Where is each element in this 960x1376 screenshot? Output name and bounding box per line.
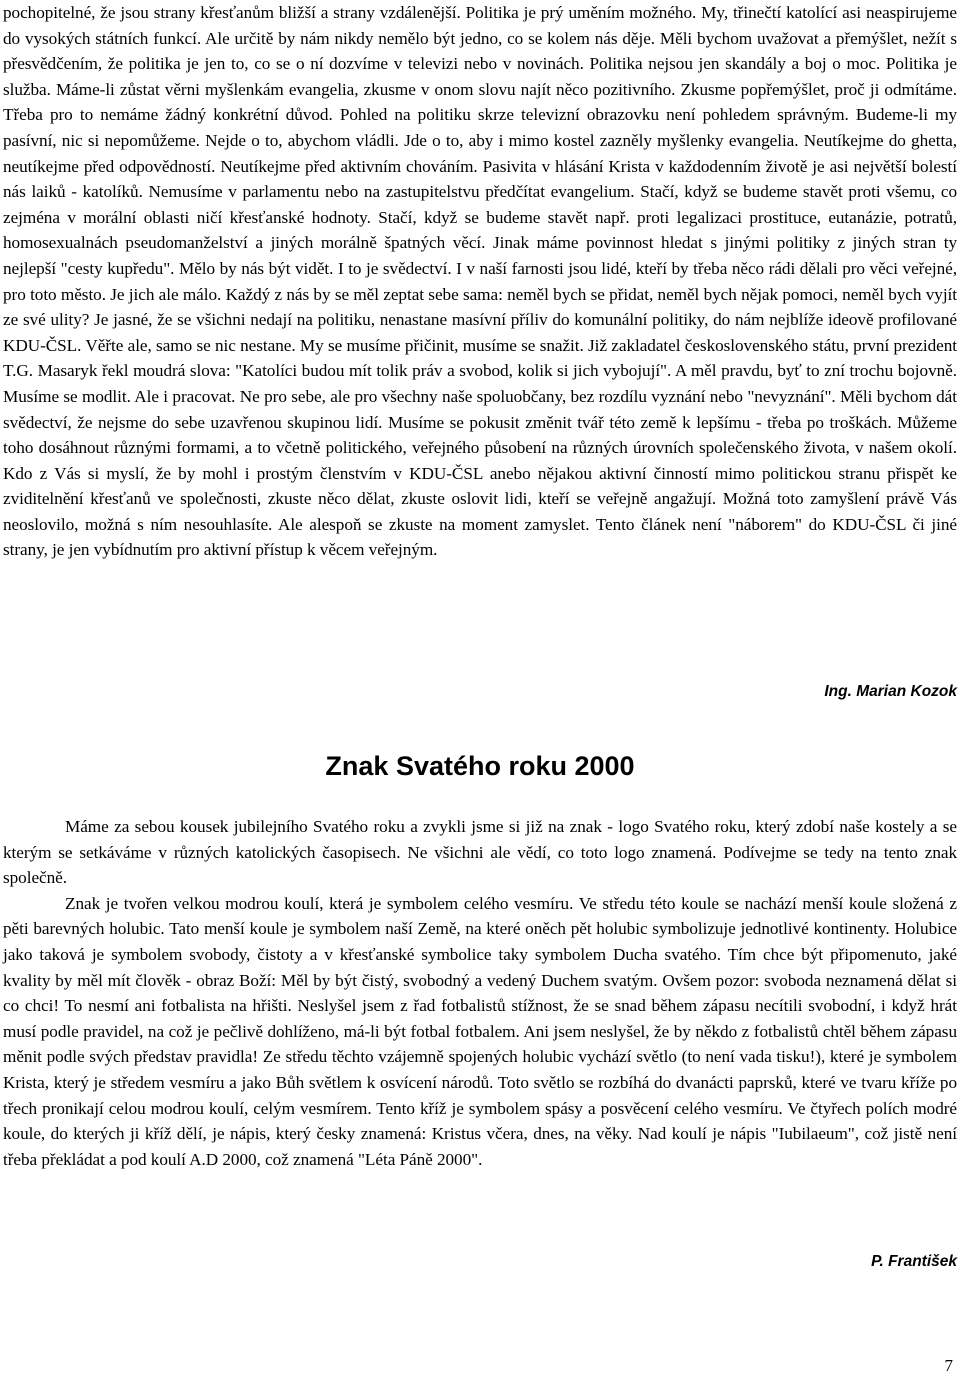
author-signature-kozok: Ing. Marian Kozok — [824, 683, 957, 700]
article-heading: Znak Svatého roku 2000 — [325, 751, 635, 781]
article-holy-year-logo — [3, 814, 957, 1172]
paragraph-symbol: Znak je tvořen velkou modrou koulí, která je symbolem celého vesmíru. Ve středu této koule se nachází menší koule složená z pěti barevných holubic. Tato menší koule je symbolem naší Země, na které oněch pět holubic symbolizuje jednotlivé kontinenty. Holubice jako taková je symbolem svobody, čistoty a v křesťanské symbolice taky symbolem Ducha svatého. Tím chce být připomenuto, jaké kvality by měl mít člověk - obraz Boží: Měl by být čistý, svobodný a vedený Duchem svatým. Ovšem pozor: svoboda neznamená dělat si co chci! To nesmí ani fotbalista na hřišti. Neslyšel jsem z řad fotbalistů stížnost, že se snad během zápasu necítili svobodní, i když hrát musí podle pravidel, na což je pečlivě dohlíženo, má-li být fotbal fotbalem. Ani jsem neslyšel, že by někdo z fotbalistů chtěl během zápasu měnit podle svých představ pravidla! Ze středu těchto vzájemně spojených holubic vychází světlo (to není vada tisku!), které je symbolem Krista, který je středem vesmíru a jako Bůh světlem k osvícení národů. Toto světlo se rozbíhá do dvanácti paprsků, které ve tvaru kříže po třech pronikají celou modrou koulí, celým vesmírem. Tento kříž je symbolem spásy a posvěcení celého vesmíru. Ve čtyřech polích modré koule, do kterých ji kříž dělí, je nápis, který česky znamená: Kristus včera, dnes, na věky. Nad koulí je nápis "Iubilaeum", což jistě není třeba překládat a pod koulí A.D 2000, což znamená "Léta Páně 2000". — [3, 893, 957, 1169]
paragraph-intro: Máme za sebou kousek jubilejního Svatého roku a zvykli jsme si již na znak - logo Svatého roku, který zdobí naše kostely a se kterým se setkáváme v různých katolických časopisech. Ne všichni ale vědí, co toto logo znamená. Podívejme se tedy na tento znak společně. — [3, 817, 957, 888]
article-politics — [3, 0, 957, 563]
author-signature-frantisek: P. František — [871, 1253, 957, 1270]
article-politics-text: pochopitelné, že jsou strany křesťanům bližší a strany vzdálenější. Politika je prý uměním možného. My, třinečtí katolící asi neaspirujeme do vysokých státních funkcí. Ale určitě by nám nikdy nemělo být jedno, co se kolem nás děje. Měli bychom uvažovat a přemýšlet, nežít s přesvědčením, že politika je jen to, co se o ní dozvíme v televizi nebo v novinách. Politika nejsou jen skandály a boj o moc. Politika je služba. Máme-li zůstat věrni myšlenkám evangelia, zkusme v onom slovu najít něco pozitivního. Zkusme popřemýšlet, proč ji odmítáme. Třeba pro to nemáme žádný konkrétní důvod. Pohled na politiku skrze televizní obrazovku není pohledem správným. Budeme-li my pasívní, nic si nepomůžeme. Nejde o to, abychom vládli. Jde o to, aby i mimo kostel zazněly myšlenky evangelia. Neutíkejme do ghetta, neutíkejme před odpovědností. Neutíkejme před aktivním chováním. Pasivita v hlásání Krista v každodenním životě je asi největší bolestí nás laiků - katolíků. Nemusíme v parlamentu nebo na zastupitelstvu předčítat evangelium. Stačí, když se budeme stavět proti všemu, co zejména v morální oblasti ničí křesťanské hodnoty. Stačí, když se budeme stavět např. proti legalizaci prostituce, eutanázie, potratů, homosexualnách pseudomanželství a jiných morálně špatných věcí. Jinak máme povinnost hledat s jinými politiky z jiných stran ty nejlepší "cesty kupředu". Mělo by nás být vidět. I to je svědectví. I v naší farnosti jsou lidé, kteří by třeba něco rádi dělali pro věci veřejné, pro toto město. Je jich ale málo. Každý z nás by se měl zeptat sebe sama: neměl bych se přidat, neměl bych nějak pomoci, neměl bych vyjít ze své ulity? Je jasné, že se všichni nedají na politiku, nenastane masívní příliv do komunální politiky, do nám nejblíže ideově profilované KDU-ČSL. Věřte ale, samo se nic nestane. My se musíme přičinit, musíme se snažit. Již zakladatel československého státu, první prezident T.G. Masaryk řekl moudrá slova: "Katolíci budou mít tolik práv a svobod, kolik si jich vybojují". A měl pravdu, byť to zní trochu bojovně. Musíme se modlit. Ale i pracovat. Ne pro sebe, ale pro všechny naše spoluobčany, bez rozdílu vyznání nebo "nevyznání". Měli bychom dát svědectví, že nejsme do sebe uzavřenou skupinou lidí. Musíme se pokusit změnit tvář této země k lepšímu - třeba po troškách. Můžeme toho dosáhnout různými formami, a to včetně politického, veřejného působení na různých úrovních společenského života, v našem okolí. Kdo z Vás si myslí, že by mohl i prostým členstvím v KDU-ČSL anebo nějakou aktivní činností mimo politickou stranu přispět ke zviditelnění křesťanů ve společnosti, zkuste něco dělat, zkuste oslovit lidi, kteří se veřejně angažují. Možná toto zamyšlení právě Vás neoslovilo, možná s ním nesouhlasíte. Ale alespoň se zkuste na moment zamyslet. Tento článek není "náborem" do KDU-ČSL či jiné strany, je jen vybídnutím pro aktivní přístup k věcem veřejným. — [3, 3, 957, 560]
page-number: 7 — [944, 1356, 953, 1375]
